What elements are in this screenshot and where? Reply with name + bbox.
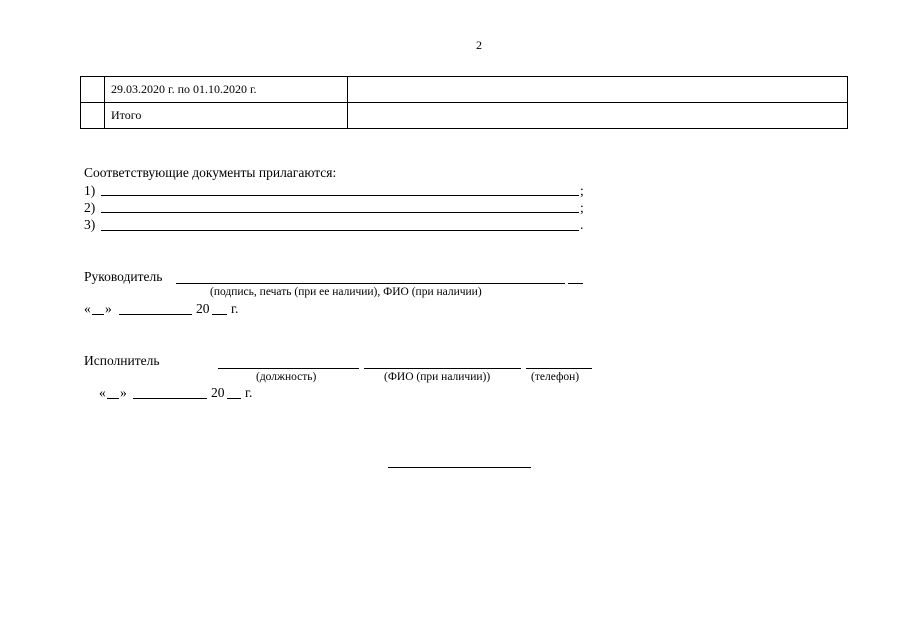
attachment-end-mark: .: [580, 217, 584, 232]
attachment-line[interactable]: [101, 212, 579, 213]
table-row: [81, 103, 848, 129]
date-open-quote: «: [84, 301, 91, 316]
head-label: Руководитель: [84, 269, 163, 284]
year-field[interactable]: [212, 314, 227, 315]
executor-position-line[interactable]: [218, 368, 359, 369]
amount-cell: [348, 77, 848, 103]
attachment-end-mark: ;: [580, 200, 584, 215]
day-field[interactable]: [92, 314, 104, 315]
date-close-quote: »: [105, 301, 112, 316]
month-field[interactable]: [133, 398, 207, 399]
page-number: 2: [476, 38, 482, 52]
date-open-quote: «: [99, 385, 106, 400]
executor-position-caption: (должность): [256, 371, 317, 383]
attachment-number: 1): [84, 183, 96, 198]
period-cell: 29.03.2020 г. по 01.10.2020 г.: [105, 77, 348, 103]
year-prefix: 20: [211, 385, 225, 400]
row-number-cell: [81, 77, 105, 103]
month-field[interactable]: [119, 314, 192, 315]
attachment-number: 3): [84, 217, 96, 232]
date-close-quote: »: [120, 385, 127, 400]
attachment-end-mark: ;: [580, 183, 584, 198]
year-suffix: г.: [245, 385, 253, 400]
total-label-cell: Итого: [105, 103, 348, 129]
summary-table: [80, 76, 848, 129]
year-field[interactable]: [227, 398, 241, 399]
attachment-line[interactable]: [101, 195, 579, 196]
executor-label: Исполнитель: [84, 353, 160, 368]
attachment-line[interactable]: [101, 230, 579, 231]
head-signature-caption: (подпись, печать (при ее наличии), ФИО (при наличии): [210, 286, 482, 298]
table-row: [81, 77, 848, 103]
executor-name-line[interactable]: [364, 368, 521, 369]
amount-cell: [348, 103, 848, 129]
year-suffix: г.: [231, 301, 239, 316]
executor-name-caption: (ФИО (при наличии)): [384, 371, 491, 383]
row-number-cell: [81, 103, 105, 129]
head-signature-line-tail[interactable]: [568, 283, 583, 284]
attachments-title: Соответствующие документы прилагаются:: [84, 165, 337, 180]
executor-phone-line[interactable]: [526, 368, 592, 369]
attachment-number: 2): [84, 200, 96, 215]
year-prefix: 20: [196, 301, 210, 316]
head-signature-line[interactable]: [176, 283, 565, 284]
executor-phone-caption: (телефон): [531, 371, 580, 383]
closing-divider: [388, 467, 531, 468]
day-field[interactable]: [107, 398, 119, 399]
